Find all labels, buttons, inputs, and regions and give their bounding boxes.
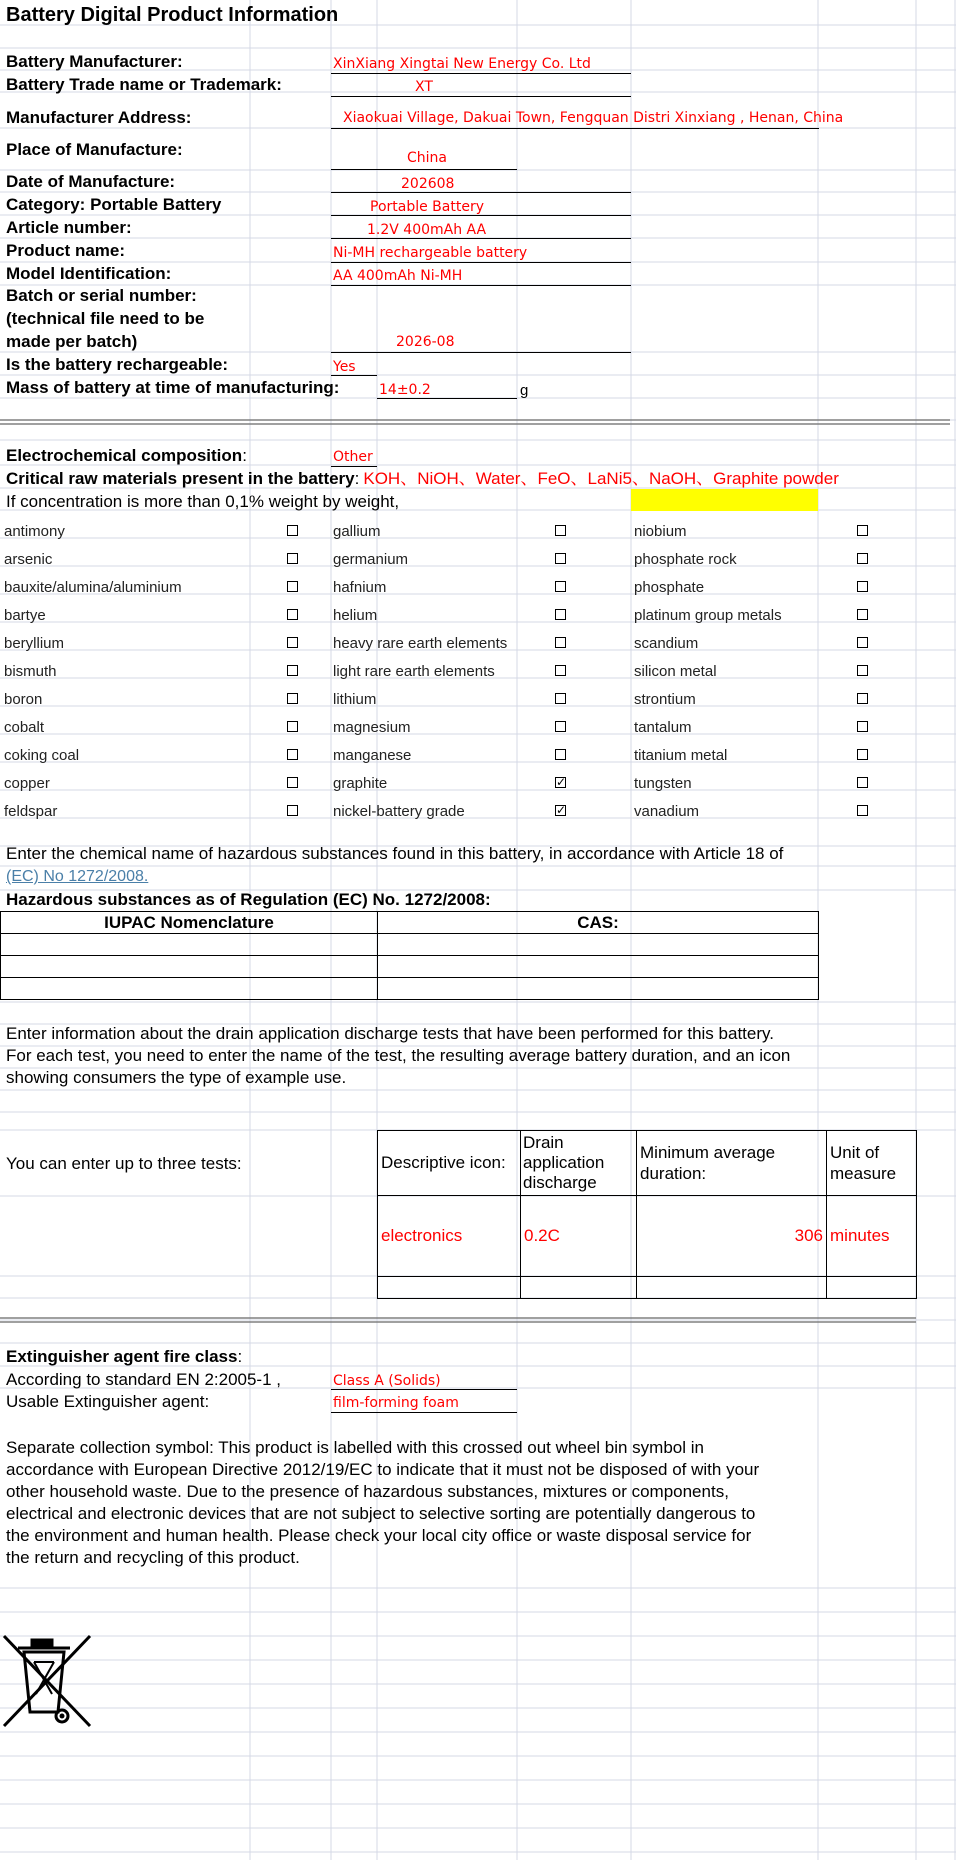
material-label: graphite	[333, 775, 388, 792]
min-duration-header-line1: Minimum average	[640, 1143, 776, 1162]
table-row	[1, 956, 819, 978]
hazardous-table-header	[1, 912, 819, 934]
material-checkbox[interactable]	[555, 693, 566, 704]
category-underline	[331, 215, 631, 216]
hazardous-intro: Enter the chemical name of hazardous substances found in this battery, in accordance with Article 18 of	[6, 844, 784, 863]
material-label: scandium	[634, 635, 699, 652]
material-checkbox[interactable]	[287, 721, 298, 732]
test-icon-cell[interactable]: electronics	[378, 1196, 521, 1277]
material-label: arsenic	[4, 551, 53, 568]
drain-header-line3: discharge	[523, 1173, 597, 1192]
material-label: coking coal	[4, 747, 80, 764]
material-label: nickel-battery grade	[333, 803, 465, 820]
material-label: niobium	[634, 523, 687, 540]
material-checkbox[interactable]	[857, 805, 868, 816]
batch-label-line3: made per batch)	[6, 332, 138, 351]
yellow-highlight-cell	[631, 489, 818, 511]
material-label: antimony	[4, 523, 65, 540]
material-checkbox[interactable]	[287, 665, 298, 676]
cas-cell[interactable]	[378, 934, 819, 956]
test-drain-cell[interactable]	[521, 1277, 637, 1299]
mass-value[interactable]: 14±0.2	[379, 382, 431, 398]
batch-value[interactable]: 2026-08	[396, 334, 455, 350]
material-label: phosphate rock	[634, 551, 737, 568]
test-unit-cell[interactable]	[827, 1277, 917, 1299]
standard-value[interactable]: Class A (Solids)	[333, 1373, 441, 1389]
batch-underline	[331, 352, 631, 353]
address-value[interactable]: Xiaokuai Village, Dakuai Town, Fengquan Distri Xinxiang , Henan, China	[343, 110, 844, 126]
agent-underline	[331, 1412, 517, 1413]
material-checkbox[interactable]	[857, 637, 868, 648]
model-underline	[331, 285, 631, 286]
test-unit-cell[interactable]: minutes	[827, 1196, 917, 1277]
descriptive-icon-header: Descriptive icon:	[378, 1131, 521, 1196]
material-label: tungsten	[634, 775, 692, 792]
agent-value[interactable]: film-forming foam	[333, 1395, 459, 1411]
material-label: titanium metal	[634, 747, 728, 764]
discharge-intro-line3: showing consumers the type of example use.	[6, 1068, 347, 1087]
material-checkbox[interactable]	[857, 777, 868, 788]
regulation-link[interactable]: (EC) No 1272/2008.	[6, 868, 149, 885]
extinguisher-heading-row	[6, 1348, 242, 1365]
material-checkbox[interactable]: ✓	[556, 803, 567, 817]
address-underline	[331, 128, 819, 129]
material-label: heavy rare earth elements	[333, 635, 508, 652]
category-label: Category: Portable Battery	[6, 195, 222, 214]
manufacturer-value[interactable]: XinXiang Xingtai New Energy Co. Ltd	[333, 56, 591, 72]
iupac-cell[interactable]	[1, 956, 378, 978]
date-underline	[331, 192, 631, 193]
material-label: bismuth	[4, 663, 57, 680]
mass-unit: g	[520, 382, 529, 399]
discharge-intro-line2: For each test, you need to enter the name of the test, the resulting average battery duration, and an icon	[6, 1046, 791, 1065]
hazardous-heading: Hazardous substances as of Regulation (EC) No. 1272/2008:	[6, 890, 491, 909]
separate-collection-paragraph	[6, 1437, 759, 1569]
test-drain-cell[interactable]: 0.2C	[521, 1196, 637, 1277]
iupac-cell[interactable]	[1, 978, 378, 1000]
standard-underline	[331, 1389, 517, 1390]
iupac-cell[interactable]	[1, 934, 378, 956]
trade-name-label: Battery Trade name or Trademark:	[6, 75, 282, 94]
material-label: manganese	[333, 747, 412, 764]
unit-header	[827, 1131, 917, 1196]
article-underline	[331, 238, 631, 239]
material-checkbox[interactable]	[555, 665, 566, 676]
unit-header-line1: Unit of	[830, 1143, 880, 1162]
material-label: tantalum	[634, 719, 692, 736]
test-icon-cell[interactable]	[378, 1277, 521, 1299]
composition-label: Electrochemical composition	[6, 446, 243, 465]
discharge-intro-line1: Enter information about the drain application discharge tests that have been performed for this battery.	[6, 1024, 774, 1043]
material-label: gallium	[333, 523, 381, 540]
manufacturer-underline	[331, 73, 631, 74]
material-label: strontium	[634, 691, 696, 708]
cas-header: CAS:	[378, 912, 819, 934]
critical-materials-colon: :	[354, 469, 360, 488]
batch-label-line2: (technical file need to be	[6, 309, 205, 328]
material-checkbox[interactable]: ✓	[556, 775, 567, 789]
min-duration-header	[637, 1131, 827, 1196]
critical-materials-label: Critical raw materials present in the battery	[6, 469, 355, 488]
test-duration-cell[interactable]	[637, 1277, 827, 1299]
material-checkbox[interactable]	[287, 525, 298, 536]
material-label: vanadium	[634, 803, 700, 820]
rechargeable-label: Is the battery rechargeable:	[6, 355, 229, 374]
separate-collection-line: the return and recycling of this product.	[6, 1548, 300, 1567]
critical-materials-row	[6, 470, 839, 487]
mass-underline	[377, 398, 517, 399]
standard-label: According to standard EN 2:2005-1 ,	[6, 1370, 281, 1389]
manufacturer-label: Battery Manufacturer:	[6, 52, 183, 71]
material-label: beryllium	[4, 635, 65, 652]
category-value[interactable]: Portable Battery	[370, 199, 484, 215]
drain-header	[521, 1131, 637, 1196]
rechargeable-value[interactable]: Yes	[333, 359, 356, 375]
material-label: silicon metal	[634, 663, 717, 680]
material-checkbox[interactable]	[857, 581, 868, 592]
model-value[interactable]: AA 400mAh Ni-MH	[333, 268, 463, 284]
place-value[interactable]: China	[407, 150, 447, 166]
place-label: Place of Manufacture:	[6, 140, 183, 159]
product-label: Product name:	[6, 241, 126, 260]
batch-label-line1: Batch or serial number:	[6, 286, 197, 305]
trade-name-underline	[331, 96, 631, 97]
composition-label-row	[6, 447, 247, 464]
critical-materials-value: KOH、NiOH、Water、FeO、LaNi5、NaOH、Graphite powder	[363, 469, 839, 488]
place-underline	[331, 169, 517, 170]
material-label: hafnium	[333, 579, 387, 596]
separate-collection-line: Separate collection symbol: This product is labelled with this crossed out wheel bin symbol in	[6, 1438, 704, 1457]
date-value[interactable]: 202608	[401, 176, 455, 192]
separate-collection-line: accordance with European Directive 2012/19/EC to indicate that it must not be disposed of with your	[6, 1460, 760, 1479]
article-value[interactable]: 1.2V 400mAh AA	[367, 222, 487, 238]
material-label: copper	[4, 775, 50, 792]
material-checkbox[interactable]	[287, 693, 298, 704]
material-label: magnesium	[333, 719, 411, 736]
material-label: phosphate	[634, 579, 705, 596]
material-checkbox[interactable]	[857, 721, 868, 732]
material-checkbox[interactable]	[555, 525, 566, 536]
cas-cell[interactable]	[378, 978, 819, 1000]
material-label: lithium	[333, 691, 377, 708]
min-duration-header-line2: duration:	[640, 1164, 707, 1183]
drain-header-line2: application	[523, 1153, 605, 1172]
address-label: Manufacturer Address:	[6, 108, 192, 127]
discharge-table	[377, 1130, 917, 1299]
material-checkbox[interactable]	[287, 637, 298, 648]
crossed-out-wheelie-bin-icon	[2, 1634, 94, 1728]
material-checkbox[interactable]	[555, 637, 566, 648]
trade-name-value[interactable]: XT	[415, 79, 433, 95]
material-label: helium	[333, 607, 378, 624]
material-checkbox[interactable]	[287, 581, 298, 592]
material-checkbox[interactable]	[287, 609, 298, 620]
material-checkbox[interactable]	[555, 553, 566, 564]
unit-header-line2: measure	[830, 1164, 897, 1183]
model-label: Model Identification:	[6, 264, 172, 283]
separate-collection-line: the environment and human health. Please check your local city office or waste disposal service for	[6, 1526, 752, 1545]
iupac-header: IUPAC Nomenclature	[1, 912, 378, 934]
material-checkbox[interactable]	[555, 581, 566, 592]
drain-header-line1: Drain	[523, 1133, 564, 1152]
material-checkbox[interactable]	[287, 553, 298, 564]
material-checkbox[interactable]	[857, 525, 868, 536]
material-label: bartye	[4, 607, 46, 624]
product-value[interactable]: Ni-MH rechargeable battery	[333, 245, 528, 261]
cas-cell[interactable]	[378, 956, 819, 978]
material-label: platinum group metals	[634, 607, 782, 624]
material-checkbox[interactable]	[857, 665, 868, 676]
material-label: boron	[4, 691, 43, 708]
date-label: Date of Manufacture:	[6, 172, 176, 191]
material-checkbox[interactable]	[857, 553, 868, 564]
material-label: feldspar	[4, 803, 58, 820]
rechargeable-underline	[331, 375, 377, 376]
separate-collection-line: other household waste. Due to the presence of hazardous substances, mixtures or components,	[6, 1482, 729, 1501]
composition-underline	[331, 466, 377, 467]
discharge-table-header	[378, 1131, 917, 1196]
test-duration-cell[interactable]: 306	[637, 1196, 827, 1277]
material-checkbox[interactable]	[287, 777, 298, 788]
material-label: light rare earth elements	[333, 663, 495, 680]
product-underline	[331, 262, 631, 263]
material-checkbox[interactable]	[857, 609, 868, 620]
separate-collection-line: electrical and electronic devices that are not subject to selective sorting are potentially dangerous to	[6, 1504, 756, 1523]
table-row	[378, 1277, 917, 1299]
page-title: Battery Digital Product Information	[6, 4, 339, 26]
table-row	[1, 978, 819, 1000]
material-label: bauxite/alumina/aluminium	[4, 579, 182, 596]
material-checkbox[interactable]	[857, 693, 868, 704]
up-to-three-tests: You can enter up to three tests:	[6, 1154, 242, 1173]
composition-value[interactable]: Other	[333, 449, 373, 465]
material-checkbox[interactable]	[287, 749, 298, 760]
material-checkbox[interactable]	[287, 805, 298, 816]
material-checkbox[interactable]	[555, 609, 566, 620]
material-checkbox[interactable]	[555, 749, 566, 760]
extinguisher-colon: :	[237, 1347, 243, 1366]
extinguisher-heading: Extinguisher agent fire class	[6, 1347, 238, 1366]
mass-label: Mass of battery at time of manufacturing:	[6, 378, 340, 397]
table-row	[378, 1196, 917, 1277]
composition-colon: :	[242, 446, 247, 465]
material-checkbox[interactable]	[555, 721, 566, 732]
article-label: Article number:	[6, 218, 132, 237]
material-label: cobalt	[4, 719, 45, 736]
concentration-note: If concentration is more than 0,1% weight by weight,	[6, 492, 400, 511]
hazardous-table	[0, 911, 819, 1000]
material-label: germanium	[333, 551, 409, 568]
table-row	[1, 934, 819, 956]
agent-label: Usable Extinguisher agent:	[6, 1392, 210, 1411]
material-checkbox[interactable]	[857, 749, 868, 760]
